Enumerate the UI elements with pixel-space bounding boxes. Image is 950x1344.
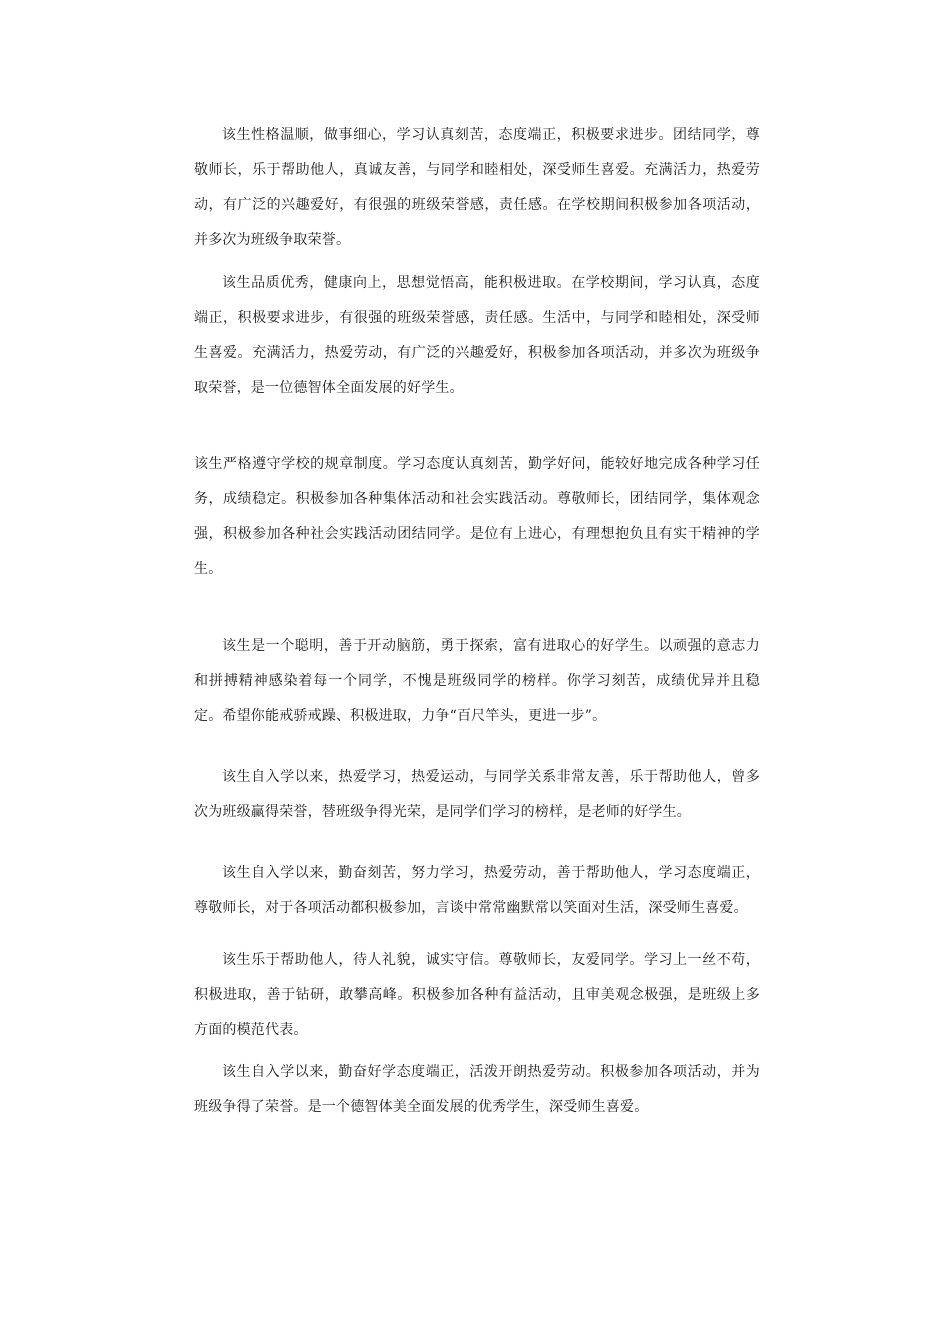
comment-paragraph-8: 该生自入学以来，勤奋好学态度端正，活泼开朗热爱劳动。积极参加各项活动，并为班级争得了荣誉。是一个德智体美全面发展的优秀学生，深受师生喜爱。 — [194, 1064, 760, 1115]
comment-paragraph-4: 该生是一个聪明，善于开动脑筋，勇于探索，富有进取心的好学生。以顽强的意志力和拼搏精神感染着每一个同学，不愧是班级同学的榜样。你学习刻苦，成绩优异并且稳定。希望你能戒骄戒躁、积极进取，力争“百尺竿头，更进一步”。 — [194, 638, 760, 724]
comment-paragraph-1: 该生性格温顺，做事细心，学习认真刻苦，态度端正，积极要求进步。团结同学，尊敬师长，乐于帮助他人，真诚友善，与同学和睦相处，深受师生喜爱。充满活力，热爱劳动，有广泛的兴趣爱好，有很强的班级荣誉感，责任感。在学校期间积极参加各项活动，并多次为班级争取荣誉。 — [194, 127, 760, 248]
comment-paragraph-3: 该生严格遵守学校的规章制度。学习态度认真刻苦，勤学好问，能较好地完成各种学习任务，成绩稳定。积极参加各种集体活动和社会实践活动。尊敬师长，团结同学，集体观念强，积极参加各种社会实践活动团结同学。是位有上进心，有理想抱负且有实干精神的学生。 — [194, 456, 760, 577]
comment-paragraph-6: 该生自入学以来，勤奋刻苦，努力学习，热爱劳动，善于帮助他人，学习态度端正，尊敬师长，对于各项活动都积极参加，言谈中常常幽默常以笑面对生活，深受师生喜爱。 — [194, 865, 760, 916]
comment-paragraph-7: 该生乐于帮助他人，待人礼貌，诚实守信。尊敬师长，友爱同学。学习上一丝不苟，积极进取，善于钻研，敢攀高峰。积极参加各种有益活动，且审美观念极强，是班级上多方面的模范代表。 — [194, 952, 760, 1038]
comment-paragraph-2: 该生品质优秀，健康向上，思想觉悟高，能积极进取。在学校期间，学习认真，态度端正，积极要求进步，有很强的班级荣誉感，责任感。生活中，与同学和睦相处，深受师生喜爱。充满活力，热爱劳动，有广泛的兴趣爱好，积极参加各项活动，并多次为班级争取荣誉，是一位德智体全面发展的好学生。 — [194, 275, 760, 396]
comment-paragraph-5: 该生自入学以来，热爱学习，热爱运动，与同学关系非常友善，乐于帮助他人，曾多次为班级赢得荣誉，替班级争得光荣，是同学们学习的榜样，是老师的好学生。 — [194, 769, 760, 820]
